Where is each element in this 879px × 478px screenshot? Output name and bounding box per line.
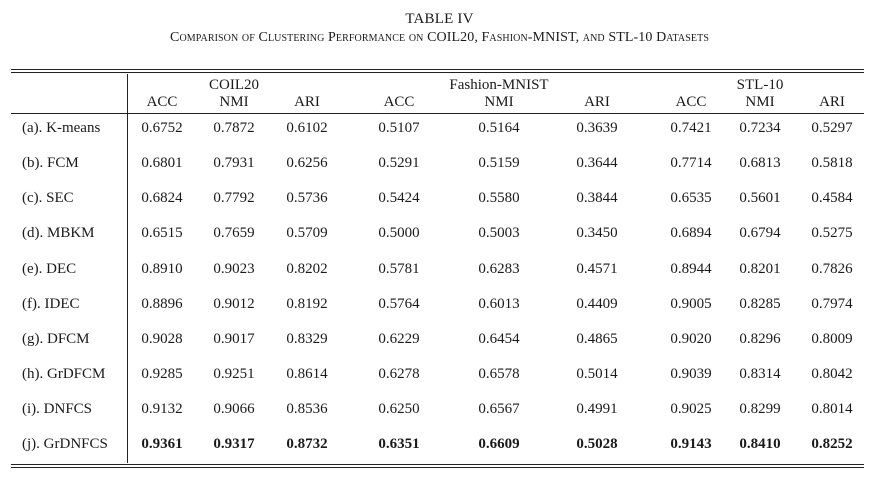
value-cell: 0.5818 xyxy=(811,155,853,171)
value-cell: 0.7792 xyxy=(213,190,255,206)
value-cell: 0.6454 xyxy=(478,331,520,347)
value-cell: 0.5107 xyxy=(378,120,420,136)
value-cell: 0.5709 xyxy=(286,225,328,241)
value-cell: 0.9066 xyxy=(213,401,255,417)
value-cell: 0.6278 xyxy=(378,366,420,382)
metric-header: NMI xyxy=(745,94,775,110)
method-label: (i). DNFCS xyxy=(22,401,93,417)
value-cell: 0.6801 xyxy=(141,155,183,171)
value-cell: 0.4409 xyxy=(576,296,618,312)
method-column-divider xyxy=(127,74,128,463)
value-cell: 0.7974 xyxy=(811,296,853,312)
value-cell: 0.9023 xyxy=(213,261,255,277)
value-cell: 0.9251 xyxy=(213,366,255,382)
top-rule-inner xyxy=(11,72,864,73)
value-cell: 0.9361 xyxy=(141,436,183,452)
value-cell: 0.3844 xyxy=(576,190,618,206)
value-cell: 0.4571 xyxy=(576,261,618,277)
value-cell: 0.9028 xyxy=(141,331,183,347)
value-cell: 0.5764 xyxy=(378,296,420,312)
value-cell: 0.8896 xyxy=(141,296,183,312)
value-cell: 0.9017 xyxy=(213,331,255,347)
value-cell: 0.7931 xyxy=(213,155,255,171)
value-cell: 0.8329 xyxy=(286,331,328,347)
value-cell: 0.6578 xyxy=(478,366,520,382)
value-cell: 0.8009 xyxy=(811,331,853,347)
value-cell: 0.6752 xyxy=(141,120,183,136)
dataset-header: COIL20 xyxy=(209,77,259,93)
value-cell: 0.8202 xyxy=(286,261,328,277)
value-cell: 0.7826 xyxy=(811,261,853,277)
value-cell: 0.6013 xyxy=(478,296,520,312)
value-cell: 0.9039 xyxy=(670,366,712,382)
value-cell: 0.9317 xyxy=(213,436,255,452)
value-cell: 0.8536 xyxy=(286,401,328,417)
metric-header: ARI xyxy=(294,94,320,110)
value-cell: 0.9020 xyxy=(670,331,712,347)
value-cell: 0.6813 xyxy=(739,155,781,171)
value-cell: 0.8014 xyxy=(811,401,853,417)
value-cell: 0.9025 xyxy=(670,401,712,417)
table-label: TABLE IV xyxy=(405,11,474,27)
value-cell: 0.8944 xyxy=(670,261,712,277)
value-cell: 0.6567 xyxy=(478,401,520,417)
value-cell: 0.9005 xyxy=(670,296,712,312)
value-cell: 0.6894 xyxy=(670,225,712,241)
value-cell: 0.6824 xyxy=(141,190,183,206)
value-cell: 0.5275 xyxy=(811,225,853,241)
value-cell: 0.4584 xyxy=(811,190,853,206)
value-cell: 0.5297 xyxy=(811,120,853,136)
value-cell: 0.5003 xyxy=(478,225,520,241)
value-cell: 0.8285 xyxy=(739,296,781,312)
value-cell: 0.6515 xyxy=(141,225,183,241)
value-cell: 0.5781 xyxy=(378,261,420,277)
value-cell: 0.9285 xyxy=(141,366,183,382)
value-cell: 0.9012 xyxy=(213,296,255,312)
value-cell: 0.6102 xyxy=(286,120,328,136)
method-label: (a). K-means xyxy=(22,120,101,136)
table-caption: Comparison of Clustering Performance on COIL20, Fashion-MNIST, and STL-10 Datasets xyxy=(170,30,709,45)
value-cell: 0.6351 xyxy=(378,436,420,452)
value-cell: 0.5580 xyxy=(478,190,520,206)
value-cell: 0.6535 xyxy=(670,190,712,206)
value-cell: 0.5736 xyxy=(286,190,328,206)
value-cell: 0.5014 xyxy=(576,366,618,382)
value-cell: 0.7234 xyxy=(739,120,781,136)
method-label: (f). IDEC xyxy=(22,296,80,312)
value-cell: 0.6256 xyxy=(286,155,328,171)
value-cell: 0.5291 xyxy=(378,155,420,171)
method-label: (g). DFCM xyxy=(22,331,90,347)
value-cell: 0.8299 xyxy=(739,401,781,417)
metric-header: ACC xyxy=(383,94,415,110)
value-cell: 0.8732 xyxy=(286,436,328,452)
value-cell: 0.7714 xyxy=(670,155,712,171)
value-cell: 0.6794 xyxy=(739,225,781,241)
value-cell: 0.5601 xyxy=(739,190,781,206)
method-label: (b). FCM xyxy=(22,155,79,171)
value-cell: 0.6250 xyxy=(378,401,420,417)
value-cell: 0.6609 xyxy=(478,436,520,452)
value-cell: 0.9132 xyxy=(141,401,183,417)
value-cell: 0.5000 xyxy=(378,225,420,241)
value-cell: 0.8314 xyxy=(739,366,781,382)
dataset-header: Fashion-MNIST xyxy=(449,77,549,93)
value-cell: 0.5164 xyxy=(478,120,520,136)
value-cell: 0.8042 xyxy=(811,366,853,382)
value-cell: 0.8252 xyxy=(811,436,853,452)
value-cell: 0.5028 xyxy=(576,436,618,452)
value-cell: 0.5424 xyxy=(378,190,420,206)
value-cell: 0.6229 xyxy=(378,331,420,347)
method-label: (c). SEC xyxy=(22,190,74,206)
value-cell: 0.8910 xyxy=(141,261,183,277)
metric-header: ARI xyxy=(584,94,610,110)
method-label: (d). MBKM xyxy=(22,225,95,241)
value-cell: 0.7659 xyxy=(213,225,255,241)
metric-header: ARI xyxy=(819,94,845,110)
value-cell: 0.8201 xyxy=(739,261,781,277)
metric-header: ACC xyxy=(675,94,707,110)
value-cell: 0.4991 xyxy=(576,401,618,417)
value-cell: 0.8192 xyxy=(286,296,328,312)
metric-header: NMI xyxy=(219,94,249,110)
value-cell: 0.3644 xyxy=(576,155,618,171)
header-rule xyxy=(11,113,864,114)
method-label: (h). GrDFCM xyxy=(22,366,106,382)
value-cell: 0.3450 xyxy=(576,225,618,241)
value-cell: 0.4865 xyxy=(576,331,618,347)
top-rule-outer xyxy=(11,69,864,70)
method-label: (j). GrDNFCS xyxy=(22,436,108,452)
value-cell: 0.9143 xyxy=(670,436,712,452)
value-cell: 0.6283 xyxy=(478,261,520,277)
dataset-header: STL-10 xyxy=(736,77,784,93)
bottom-rule-outer xyxy=(11,467,864,468)
method-label: (e). DEC xyxy=(22,261,77,277)
metric-header: ACC xyxy=(146,94,178,110)
value-cell: 0.8410 xyxy=(739,436,781,452)
value-cell: 0.7421 xyxy=(670,120,712,136)
value-cell: 0.8296 xyxy=(739,331,781,347)
value-cell: 0.5159 xyxy=(478,155,520,171)
metric-header: NMI xyxy=(484,94,514,110)
value-cell: 0.3639 xyxy=(576,120,618,136)
value-cell: 0.7872 xyxy=(213,120,255,136)
bottom-rule-inner xyxy=(11,464,864,465)
value-cell: 0.8614 xyxy=(286,366,328,382)
